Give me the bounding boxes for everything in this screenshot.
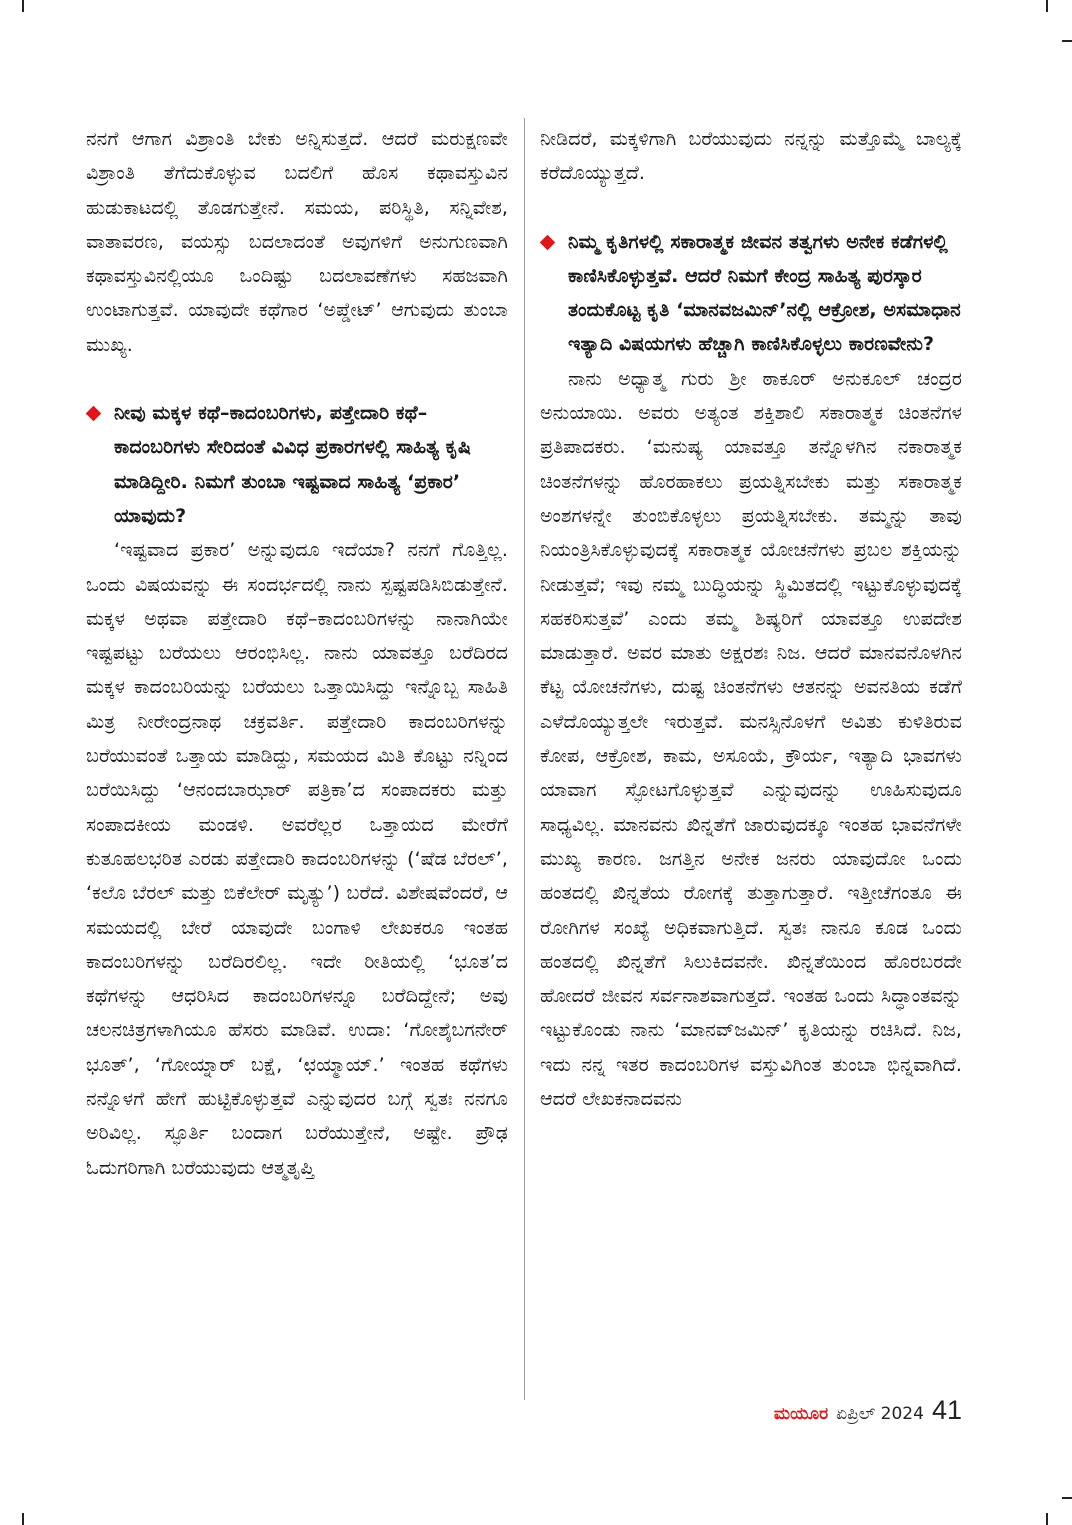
crop-mark-top-right	[1046, 0, 1048, 12]
right-column	[540, 122, 962, 1116]
right-question-1	[540, 225, 962, 362]
magazine-logo: ಮಯೂರ	[773, 1404, 829, 1424]
right-question-text: ನಿಮ್ಮ ಕೃತಿಗಳಲ್ಲಿ ಸಕಾರಾತ್ಮಕ ಜೀವನ ತತ್ವಗಳು ಅನೇಕ ಕಡೆಗಳಲ್ಲಿ ಕಾಣಿಸಿಕೊಳ್ಳುತ್ತವೆ. ಆದರೆ ನಿಮಗೆ ಕೇಂದ್ರ ಸಾಹಿತ್ಯ ಪುರಸ್ಕಾರ ತಂದುಕೊಟ್ಟ ಕೃತಿ ‘ಮಾನವಜಮಿನ್’ನಲ್ಲಿ ಆಕ್ರೋಶ, ಅಸಮಾಧಾನ ಇತ್ಯಾದಿ ವಿಷಯಗಳು ಹೆಚ್ಚಾಗಿ ಕಾಣಿಸಿಕೊಳ್ಳಲು ಕಾರಣವೇನು?	[568, 230, 961, 356]
right-paragraph-1: ನೀಡಿದರೆ, ಮಕ್ಕಳಿಗಾಗಿ ಬರೆಯುವುದು ನನ್ನನ್ನು ಮತ್ತೊಮ್ಮೆ ಬಾಲ್ಯಕ್ಕೆ ಕರೆದೊಯ್ಯುತ್ತದೆ.	[540, 128, 962, 185]
crop-mark-top-left	[22, 0, 24, 12]
issue-date: ಏಪ್ರಿಲ್ 2024	[836, 1404, 924, 1424]
page-footer	[774, 1395, 962, 1426]
paragraph-gap	[540, 191, 962, 225]
crop-mark-bottom-right	[1046, 1513, 1048, 1525]
red-diamond-icon	[540, 234, 556, 250]
paragraph-gap	[86, 362, 508, 396]
left-answer-1: ‘ಇಷ್ಟವಾದ ಪ್ರಕಾರ’ ಅನ್ನುವುದೂ ಇದೆಯಾ? ನನಗೆ ಗೊತ್ತಿಲ್ಲ. ಒಂದು ವಿಷಯವನ್ನು ಈ ಸಂದರ್ಭದಲ್ಲಿ ನಾನು ಸ್ಪಷ್ಟಪಡಿಸಿಬಿಡುತ್ತೇನೆ. ಮಕ್ಕಳ ಅಥವಾ ಪತ್ತೇದಾರಿ ಕಥೆ–ಕಾದಂಬರಿಗಳನ್ನು ನಾನಾಗಿಯೇ ಇಷ್ಟಪಟ್ಟು ಬರೆಯಲು ಆರಂಭಿಸಿಲ್ಲ. ನಾನು ಯಾವತ್ತೂ ಬರೆದಿರದ ಮಕ್ಕಳ ಕಾದಂಬರಿಯನ್ನು ಬರೆಯಲು ಒತ್ತಾಯಿಸಿದ್ದು ಇನ್ನೊಬ್ಬ ಸಾಹಿತಿ ಮಿತ್ರ ನೀರೇಂದ್ರನಾಥ ಚಕ್ರವರ್ತಿ. ಪತ್ತೇದಾರಿ ಕಾದಂಬರಿಗಳನ್ನು ಬರೆಯುವಂತೆ ಒತ್ತಾಯ ಮಾಡಿದ್ದು, ಸಮಯದ ಮಿತಿ ಕೊಟ್ಟು ನನ್ನಿಂದ ಬರೆಯಿಸಿದ್ದು ‘ಆನಂದಬಾಝಾರ್ ಪತ್ರಿಕಾ’ದ ಸಂಪಾದಕರು ಮತ್ತು ಸಂಪಾದಕೀಯ ಮಂಡಳಿ. ಅವರೆಲ್ಲರ ಒತ್ತಾಯದ ಮೇರೆಗೆ ಕುತೂಹಲಭರಿತ ಎರಡು ಪತ್ತೇದಾರಿ ಕಾದಂಬರಿಗಳನ್ನು (‘ಷೆಡ ಬೆರಲ್’, ‘ಕಲೊ ಬೆರಲ್ ಮತ್ತು ಬಿಕೆಲೇರ್ ಮೃತ್ಯು’) ಬರೆದೆ. ವಿಶೇಷವೆಂದರೆ, ಆ ಸಮಯದಲ್ಲಿ ಬೇರೆ ಯಾವುದೇ ಬಂಗಾಳಿ ಲೇಖಕರೂ ಇಂತಹ ಕಾದಂಬರಿಗಳನ್ನು ಬರೆದಿರಲಿಲ್ಲ. ಇದೇ ರೀತಿಯಲ್ಲಿ ‘ಭೂತ’ದ ಕಥೆಗಳನ್ನು ಆಧರಿಸಿದ ಕಾದಂಬರಿಗಳನ್ನೂ ಬರೆದಿದ್ದೇನೆ; ಅವು ಚಲನಚಿತ್ರಗಳಾಗಿಯೂ ಹೆಸರು ಮಾಡಿವೆ. ಉದಾ: ‘ಗೋಶೈಬಗನೇರ್ ಭೂತ್’, ‘ಗೋಯ್ನಾರ್ ಬಕ್ಷೆ, ‘ಛಯ್ಮಾಯ್.’ ಇಂತಹ ಕಥೆಗಳು ನನ್ನೊಳಗೆ ಹೇಗೆ ಹುಟ್ಟಿಕೊಳ್ಳುತ್ತವೆ ಎನ್ನುವುದರ ಬಗ್ಗೆ ಸ್ವತಃ ನನಗೂ ಅರಿವಿಲ್ಲ. ಸ್ಫೂರ್ತಿ ಬಂದಾಗ ಬರೆಯುತ್ತೇನೆ, ಅಷ್ಟೇ. ಪ್ರೌಢ ಓದುಗರಿಗಾಗಿ ಬರೆಯುವುದು ಆತ್ಮತೃಪ್ತಿ	[86, 539, 508, 1179]
left-question-text: ನೀವು ಮಕ್ಕಳ ಕಥೆ–ಕಾದಂಬರಿಗಳು, ಪತ್ತೇದಾರಿ ಕಥೆ–ಕಾದಂಬರಿಗಳು ಸೇರಿದಂತೆ ವಿವಿಧ ಪ್ರಕಾರಗಳಲ್ಲಿ ಸಾಹಿತ್ಯ ಕೃಷಿ ಮಾಡಿದ್ದೀರಿ. ನಿಮಗೆ ತುಂಬಾ ಇಷ್ಟವಾದ ಸಾಹಿತ್ಯ ‘ಪ್ರಕಾರ’ ಯಾವುದು?	[114, 402, 471, 527]
left-question-1	[86, 396, 508, 533]
crop-mark-right-upper	[1062, 40, 1072, 42]
column-divider	[524, 118, 525, 1400]
right-answer-1: ನಾನು ಅಧ್ಯಾತ್ಮ ಗುರು ಶ್ರೀ ಠಾಕೂರ್ ಅನುಕೂಲ್ ಚಂದ್ರರ ಅನುಯಾಯಿ. ಅವರು ಅತ್ಯಂತ ಶಕ್ತಿಶಾಲಿ ಸಕಾರಾತ್ಮಕ ಚಿಂತನೆಗಳ ಪ್ರತಿಪಾದಕರು. ‘ಮನುಷ್ಯ ಯಾವತ್ತೂ ತನ್ನೊಳಗಿನ ನಕಾರಾತ್ಮಕ ಚಿಂತನೆಗಳನ್ನು ಹೊರಹಾಕಲು ಪ್ರಯತ್ನಿಸಬೇಕು ಮತ್ತು ಸಕಾರಾತ್ಮಕ ಅಂಶಗಳನ್ನೇ ತುಂಬಿಕೊಳ್ಳಲು ಪ್ರಯತ್ನಿಸಬೇಕು. ತಮ್ಮನ್ನು ತಾವು ನಿಯಂತ್ರಿಸಿಕೊಳ್ಳುವುದಕ್ಕೆ ಸಕಾರಾತ್ಮಕ ಯೋಚನೆಗಳು ಪ್ರಬಲ ಶಕ್ತಿಯನ್ನು ನೀಡುತ್ತವೆ; ಇವು ನಮ್ಮ ಬುದ್ಧಿಯನ್ನು ಸ್ಥಿಮಿತದಲ್ಲಿ ಇಟ್ಟುಕೊಳ್ಳುವುದಕ್ಕೆ ಸಹಕರಿಸುತ್ತವೆ’ ಎಂದು ತಮ್ಮ ಶಿಷ್ಯರಿಗೆ ಯಾವತ್ತೂ ಉಪದೇಶ ಮಾಡುತ್ತಾರೆ. ಅವರ ಮಾತು ಅಕ್ಷರಶಃ ನಿಜ. ಆದರೆ ಮಾನವನೊಳಗಿನ ಕೆಟ್ಟ ಯೋಚನೆಗಳು, ದುಷ್ಟ ಚಿಂತನೆಗಳು ಆತನನ್ನು ಅವನತಿಯ ಕಡೆಗೆ ಎಳೆದೊಯ್ಯುತ್ತಲೇ ಇರುತ್ತವೆ. ಮನಸ್ಸಿನೊಳಗೆ ಅವಿತು ಕುಳಿತಿರುವ ಕೋಪ, ಆಕ್ರೋಶ, ಕಾಮ, ಅಸೂಯೆ, ಕ್ರೌರ್ಯ, ಇತ್ಯಾದಿ ಭಾವಗಳು ಯಾವಾಗ ಸ್ಫೋಟಗೊಳ್ಳುತ್ತವೆ ಎನ್ನುವುದನ್ನು ಊಹಿಸುವುದೂ ಸಾಧ್ಯವಿಲ್ಲ. ಮಾನವನು ಖಿನ್ನತೆಗೆ ಜಾರುವುದಕ್ಕೂ ಇಂತಹ ಭಾವನೆಗಳೇ ಮುಖ್ಯ ಕಾರಣ. ಜಗತ್ತಿನ ಅನೇಕ ಜನರು ಯಾವುದೋ ಒಂದು ಹಂತದಲ್ಲಿ ಖಿನ್ನತೆಯ ರೋಗಕ್ಕೆ ತುತ್ತಾಗುತ್ತಾರೆ. ಇತ್ತೀಚೆಗಂತೂ ಈ ರೋಗಿಗಳ ಸಂಖ್ಯೆ ಅಧಿಕವಾಗುತ್ತಿದೆ. ಸ್ವತಃ ನಾನೂ ಕೂಡ ಒಂದು ಹಂತದಲ್ಲಿ ಖಿನ್ನತೆಗೆ ಸಿಲುಕಿದವನೇ. ಖಿನ್ನತೆಯಿಂದ ಹೊರಬರದೇ ಹೋದರೆ ಜೀವನ ಸರ್ವನಾಶವಾಗುತ್ತದೆ. ಇಂತಹ ಒಂದು ಸಿದ್ಧಾಂತವನ್ನು ಇಟ್ಟುಕೊಂಡು ನಾನು ‘ಮಾನವ್‌ಜಮಿನ್’ ಕೃತಿಯನ್ನು ರಚಿಸಿದೆ. ನಿಜ, ಇದು ನನ್ನ ಇತರ ಕಾದಂಬರಿಗಳ ವಸ್ತುವಿಗಿಂತ ತುಂಬಾ ಭಿನ್ನವಾಗಿದೆ. ಆದರೆ ಲೇಖಕನಾದವನು	[540, 367, 962, 1111]
left-column	[86, 122, 508, 1185]
crop-mark-right-lower	[1062, 1497, 1072, 1499]
red-diamond-icon	[86, 406, 102, 422]
crop-mark-bottom-left	[22, 1513, 24, 1525]
left-paragraph-1: ನನಗೆ ಆಗಾಗ ವಿಶ್ರಾಂತಿ ಬೇಕು ಅನ್ನಿಸುತ್ತದೆ. ಆದರೆ ಮರುಕ್ಷಣವೇ ವಿಶ್ರಾಂತಿ ತೆಗೆದುಕೊಳ್ಳುವ ಬದಲಿಗೆ ಹೊಸ ಕಥಾವಸ್ತುವಿನ ಹುಡುಕಾಟದಲ್ಲಿ ತೊಡಗುತ್ತೇನೆ. ಸಮಯ, ಪರಿಸ್ಥಿತಿ, ಸನ್ನಿವೇಶ, ವಾತಾವರಣ, ವಯಸ್ಸು ಬದಲಾದಂತೆ ಅವುಗಳಿಗೆ ಅನುಗುಣವಾಗಿ ಕಥಾವಸ್ತುವಿನಲ್ಲಿಯೂ ಒಂದಿಷ್ಟು ಬದಲಾವಣೆಗಳು ಸಹಜವಾಗಿ ಉಂಟಾಗುತ್ತವೆ. ಯಾವುದೇ ಕಥೆಗಾರ ‘ಅಪ್ಡೇಟ್’ ಆಗುವುದು ತುಂಬಾ ಮುಖ್ಯ.	[86, 128, 508, 356]
page-number: 41	[931, 1395, 962, 1425]
